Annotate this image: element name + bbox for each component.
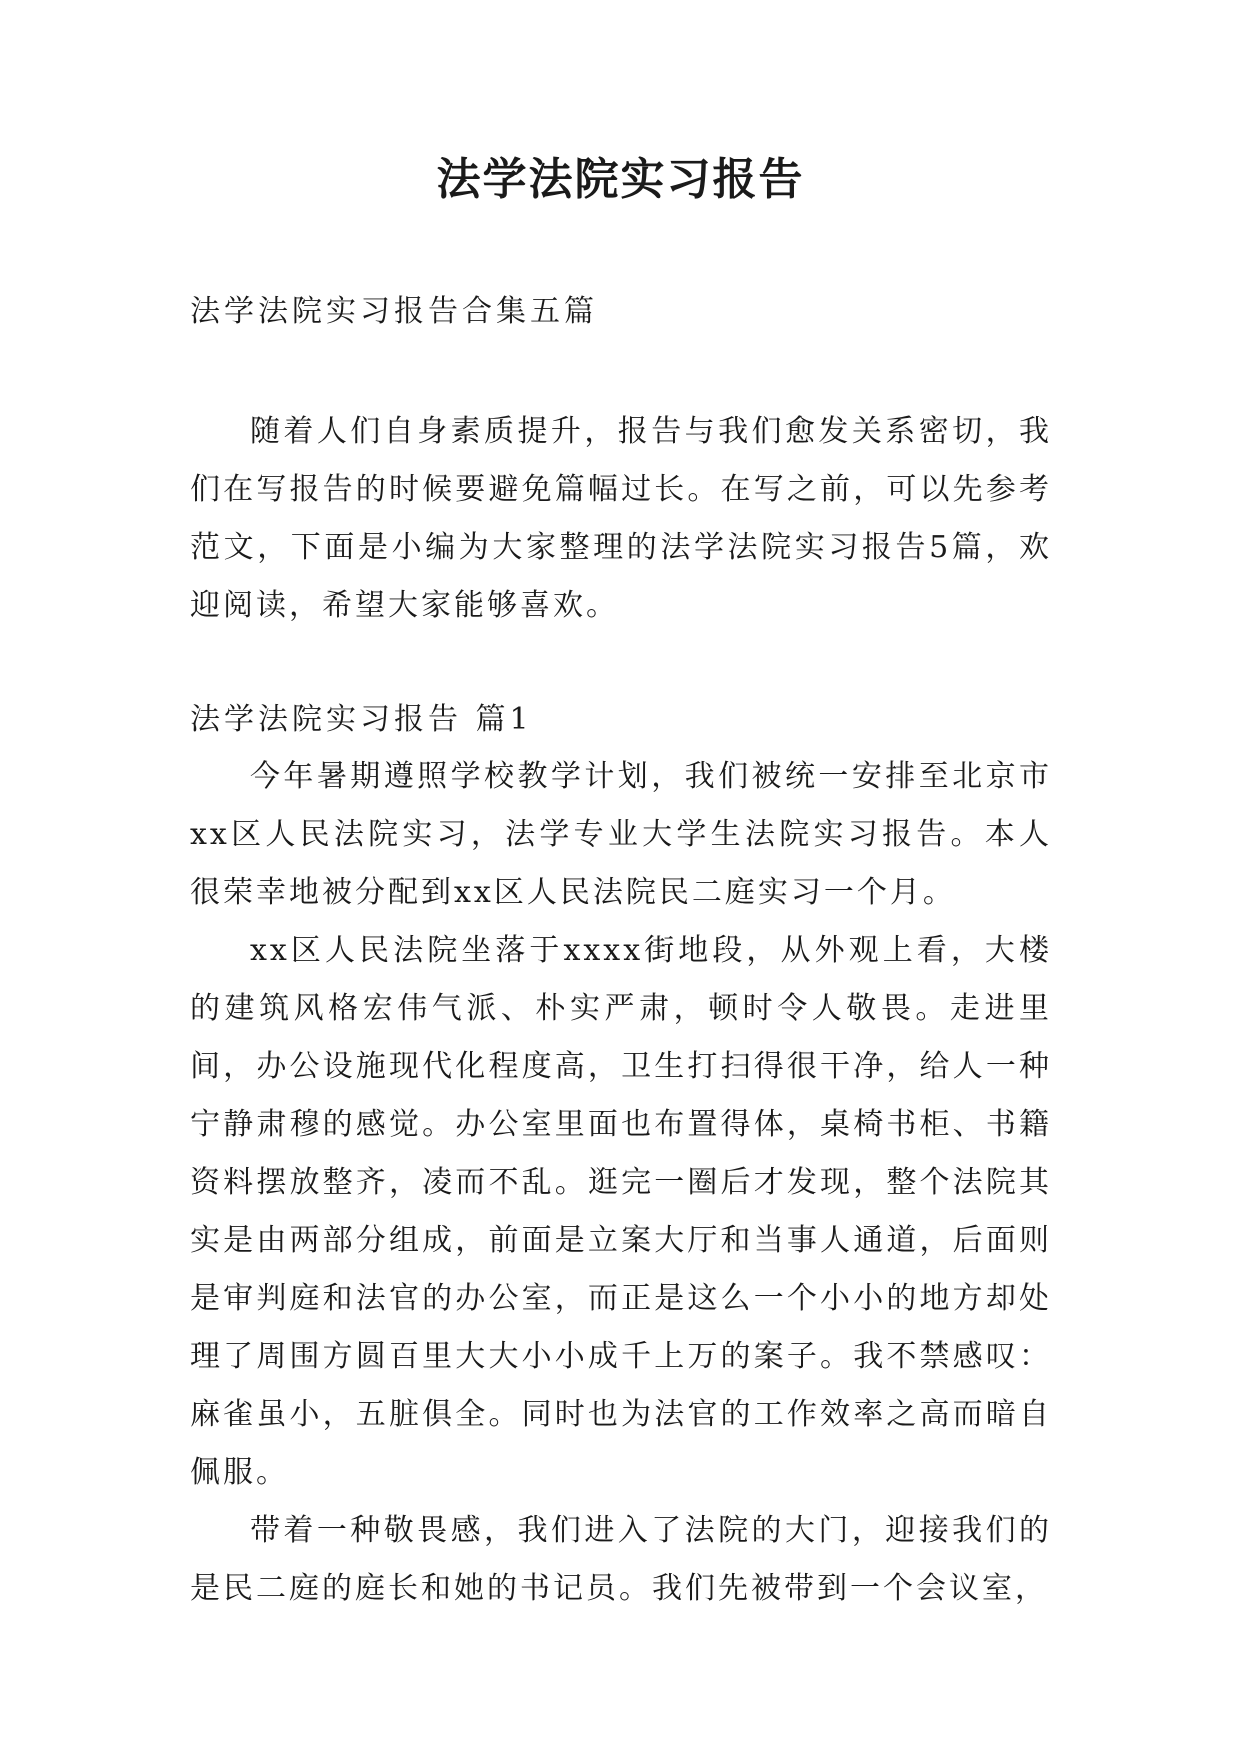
body-paragraph: 今年暑期遵照学校教学计划，我们被统一安排至北京市xx区人民法院实习，法学专业大学生法院实习报告。本人很荣幸地被分配到xx区人民法院民二庭实习一个月。 [190,759,1052,910]
section-heading: 法学法院实习报告 篇1 [190,702,533,737]
section-body [190,748,1052,1618]
document-subtitle: 法学法院实习报告合集五篇 [190,294,598,329]
intro-section [190,403,1052,635]
document-title: 法学法院实习报告 [436,154,805,205]
body-paragraph: 带着一种敬畏感，我们进入了法院的大门，迎接我们的是民二庭的庭长和她的书记员。我们先被带到一个会议室， [190,1513,1052,1606]
body-paragraph: xx区人民法院坐落于xxxx街地段，从外观上看，大楼的建筑风格宏伟气派、朴实严肃，顿时令人敬畏。走进里间，办公设施现代化程度高，卫生打扫得很干净，给人一种宁静肃穆的感觉。办公室里面也布置得体，桌椅书柜、书籍资料摆放整齐，凌而不乱。逛完一圈后才发现，整个法院其实是由两部分组成，前面是立案大厅和当事人通道，后面则是审判庭和法官的办公室，而正是这么一个小小的地方却处理了周围方圆百里大大小小成千上万的案子。我不禁感叹：麻雀虽小，五脏俱全。同时也为法官的工作效率之高而暗自佩服。 [190,933,1052,1490]
intro-paragraph: 随着人们自身素质提升，报告与我们愈发关系密切，我们在写报告的时候要避免篇幅过长。在写之前，可以先参考范文，下面是小编为大家整理的法学法院实习报告5篇，欢迎阅读，希望大家能够喜欢。 [190,414,1052,623]
